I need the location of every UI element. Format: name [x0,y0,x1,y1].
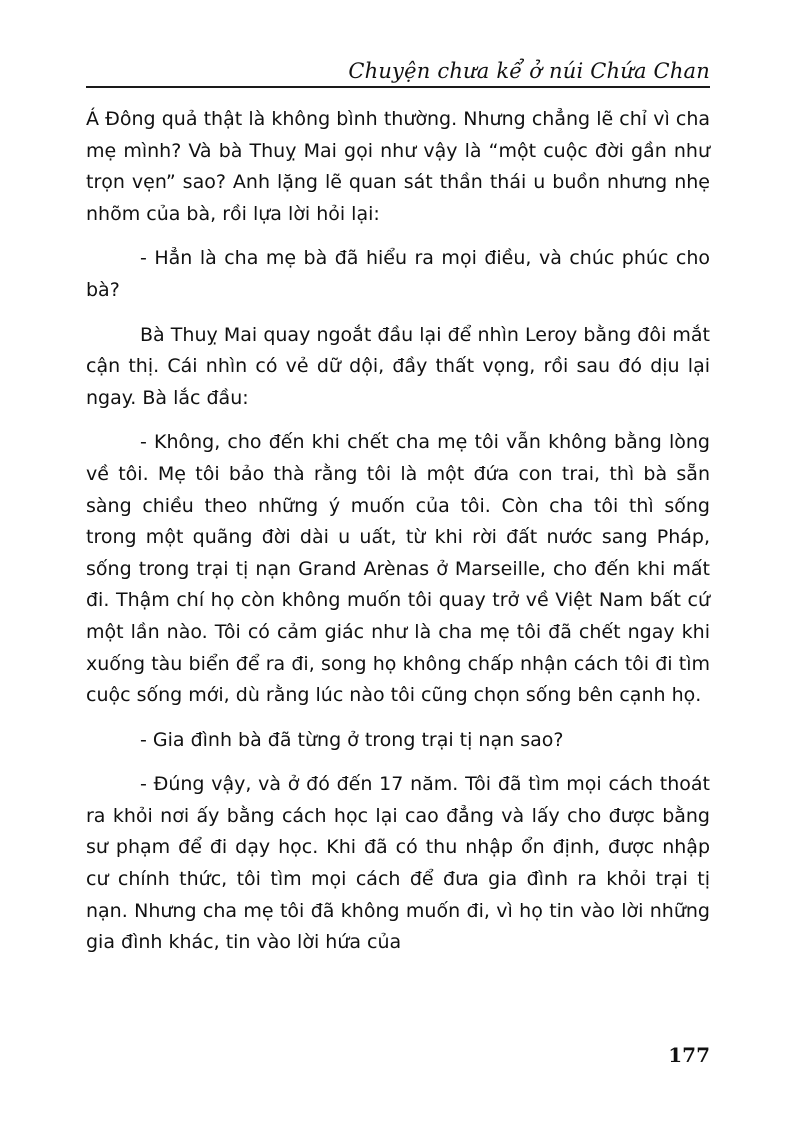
paragraph-4: - Không, cho đến khi chết cha mẹ tôi vẫn không bằng lòng về tôi. Mẹ tôi bảo thà rằng tôi là một đứa con trai, thì bà sẵn sàng chiều theo những ý muốn của tôi. Còn cha tôi thì sống trong một quãng đời dài u uất, từ khi rời đất nước sang Pháp, sống trong trại tị nạn Grand Arènas ở Marseille, cho đến khi mất đi. Thậm chí họ còn không muốn tôi quay trở về Việt Nam bất cứ một lần nào. Tôi có cảm giác như là cha mẹ tôi đã chết ngay khi xuống tàu biển để ra đi, song họ không chấp nhận cách tôi đi tìm cuộc sống mới, dù rằng lúc nào tôi cũng chọn sống bên cạnh họ. [86,431,710,707]
header-rule [86,86,710,88]
page-number: 177 [668,1043,710,1067]
body-text [86,104,710,972]
paragraph-3: Bà Thuỵ Mai quay ngoắt đầu lại để nhìn Leroy bằng đôi mắt cận thị. Cái nhìn có vẻ dữ dội, đầy thất vọng, rồi sau đó dịu lại ngay. Bà lắc đầu: [86,323,710,409]
paragraph-6: - Đúng vậy, và ở đó đến 17 năm. Tôi đã tìm mọi cách thoát ra khỏi nơi ấy bằng cách học lại cao đẳng và lấy cho được bằng sư phạm để đi dạy học. Khi đã có thu nhập ổn định, được nhập cư chính thức, tôi tìm mọi cách để đưa gia đình ra khỏi trại tị nạn. Nhưng cha mẹ tôi đã không muốn đi, vì họ tin vào lời những gia đình khác, tin vào lời hứa của [86,773,710,954]
paragraph-5: - Gia đình bà đã từng ở trong trại tị nạn sao? [140,728,564,751]
running-header-title: Chuyện chưa kể ở núi Chứa Chan [348,59,710,83]
paragraph-2: - Hẳn là cha mẹ bà đã hiểu ra mọi điều, và chúc phúc cho bà? [86,247,710,301]
paragraph-1: Á Đông quả thật là không bình thường. Nhưng chẳng lẽ chỉ vì cha mẹ mình? Và bà Thuỵ Mai gọi như vậy là “một cuộc đời gần như trọn vẹn” sao? Anh lặng lẽ quan sát thần thái u buồn nhưng nhẹ nhõm của bà, rồi lựa lời hỏi lại: [86,108,710,225]
